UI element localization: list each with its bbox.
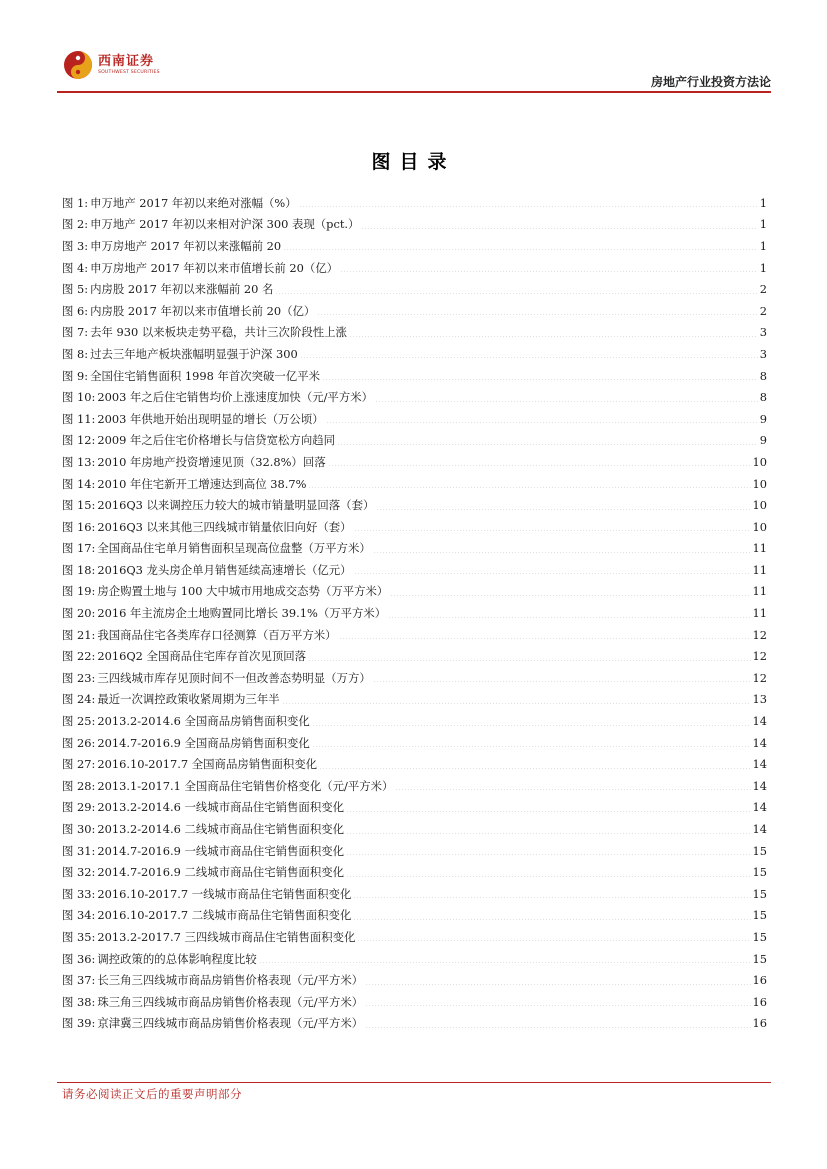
toc-figure-caption[interactable]: 2013.2-2014.6 一线城市商品住宅销售面积变化 [97,800,344,815]
toc-figure-number: 图 39: [62,1016,96,1031]
toc-figure-number: 图 35: [62,929,96,944]
toc-dot-leader [299,206,758,207]
toc-dot-leader [354,530,751,531]
toc-page-number[interactable]: 15 [752,929,767,944]
toc-entry[interactable] [62,386,767,408]
toc-entry[interactable] [62,538,767,560]
toc-figure-number: 图 12: [62,433,96,448]
toc-figure-number: 图 17: [62,541,96,556]
toc-page-number[interactable]: 11 [752,541,767,556]
toc-entry[interactable] [62,840,767,862]
toc-figure-caption[interactable]: 2016Q3 以来其他三四线城市销量依旧向好（套） [97,519,352,534]
header-divider [57,91,771,93]
toc-dot-leader [373,552,751,553]
toc-entry[interactable] [62,300,767,322]
toc-figure-caption[interactable]: 2016 年主流房企土地购置同比增长 39.1%（万平方米） [97,606,387,621]
toc-dot-leader [375,401,758,402]
page-header [57,44,771,92]
toc-figure-caption[interactable]: 2016.10-2017.7 全国商品房销售面积变化 [97,757,318,772]
toc-page-number[interactable]: 14 [752,714,767,729]
toc-entry[interactable] [62,905,767,927]
toc-entry[interactable] [62,451,767,473]
toc-page-number[interactable]: 16 [752,973,767,988]
toc-entry[interactable] [62,991,767,1013]
toc-dot-leader [357,940,750,941]
toc-figure-number: 图 19: [62,584,96,599]
toc-figure-caption[interactable]: 2003 年之后住宅销售均价上涨速度加快（元/平方米） [97,390,373,405]
toc-figure-number: 图 22: [62,649,96,664]
toc-dot-leader [312,746,751,747]
toc-dot-leader [282,703,751,704]
toc-entry[interactable] [62,948,767,970]
toc-dot-leader [317,314,757,315]
toc-page-number[interactable]: 15 [752,908,767,923]
footer-disclaimer: 请务必阅读正文后的重要声明部分 [62,1087,242,1101]
toc-entry[interactable] [62,365,767,387]
toc-entry[interactable] [62,192,767,214]
toc-page-number[interactable]: 14 [752,757,767,772]
toc-page-number[interactable]: 12 [752,627,767,642]
toc-figure-number: 图 33: [62,886,96,901]
footer-divider [57,1082,771,1083]
report-title: 房地产行业投资方法论 [650,75,771,89]
toc-page-number[interactable]: 16 [752,994,767,1009]
toc-entry[interactable] [62,753,767,775]
toc-figure-caption[interactable]: 长三角三四线城市商品房销售价格表现（元/平方米） [97,973,364,988]
toc-figure-number: 图 7: [62,325,89,340]
logo-english-name: SOUTHWEST SECURITIES [98,69,160,75]
toc-entry[interactable] [62,581,767,603]
toc-dot-leader [259,962,751,963]
toc-entry[interactable] [62,473,767,495]
toc-dot-leader [326,422,758,423]
toc-figure-number: 图 15: [62,498,96,513]
toc-entry[interactable] [62,322,767,344]
toc-entry[interactable] [62,235,767,257]
toc-dot-leader [346,876,751,877]
toc-entry[interactable] [62,732,767,754]
toc-figure-caption[interactable]: 申万地产 2017 年初以来绝对涨幅（%） [90,195,297,210]
toc-entry[interactable] [62,969,767,991]
toc-dot-leader [328,465,751,466]
toc-page-number[interactable]: 1 [759,217,767,232]
toc-figure-caption[interactable]: 2013.2-2014.6 全国商品房销售面积变化 [97,714,310,729]
toc-page-number[interactable]: 15 [752,886,767,901]
toc-dot-leader [346,854,751,855]
toc-dot-leader [388,617,750,618]
toc-figure-number: 图 2: [62,217,89,232]
toc-entry[interactable] [62,278,767,300]
toc-page-number[interactable]: 10 [752,454,767,469]
toc-dot-leader [308,660,750,661]
toc-figure-caption[interactable]: 三四线城市库存见顶时间不一但改善态势明显（万方） [97,670,371,685]
toc-figure-number: 图 36: [62,951,96,966]
toc-heading: 图目录 [371,151,456,173]
toc-page-number[interactable]: 11 [752,562,767,577]
toc-dot-leader [365,984,750,985]
toc-figure-caption[interactable]: 2016Q2 全国商品住宅库存首次见顶回落 [97,649,307,664]
toc-figure-caption[interactable]: 申万地产 2017 年初以来相对沪深 300 表现（pct.） [90,217,360,232]
toc-figure-caption[interactable]: 2009 年之后住宅价格增长与信贷宽松方向趋同 [97,433,335,448]
toc-figure-caption[interactable]: 2010 年住宅新开工增速达到高位 38.7% [97,476,307,491]
toc-figure-caption[interactable]: 2016.10-2017.7 二线城市商品住宅销售面积变化 [97,908,352,923]
toc-figure-number: 图 23: [62,670,96,685]
toc-figure-number: 图 6: [62,303,89,318]
toc-figure-number: 图 34: [62,908,96,923]
toc-entry[interactable] [62,883,767,905]
toc-dot-leader [390,595,750,596]
toc-figure-caption[interactable]: 我国商品住宅各类库存口径测算（百万平方米） [97,627,337,642]
toc-figure-number: 图 20: [62,606,96,621]
toc-figure-number: 图 5: [62,282,89,297]
toc-figure-number: 图 25: [62,714,96,729]
toc-figure-caption[interactable]: 调控政策的的总体影响程度比较 [97,951,257,966]
toc-entry[interactable] [62,775,767,797]
toc-figure-caption[interactable]: 过去三年地产板块涨幅明显强于沪深 300 [90,346,298,361]
logo-chinese-name: 西南证券 [98,53,155,69]
toc-figure-caption[interactable]: 内房股 2017 年初以来涨幅前 20 名 [90,282,274,297]
toc-page-number[interactable]: 12 [752,670,767,685]
toc-figure-caption[interactable]: 全国商品住宅单月销售面积呈现高位盘整（万平方米） [97,541,371,556]
toc-entry[interactable] [62,689,767,711]
toc-figure-number: 图 21: [62,627,96,642]
toc-entry[interactable] [62,667,767,689]
toc-dot-leader [300,357,758,358]
toc-dot-leader [346,833,751,834]
toc-dot-leader [373,681,751,682]
toc-figure-number: 图 1: [62,195,89,210]
toc-figure-number: 图 16: [62,519,96,534]
toc-figure-caption[interactable]: 2003 年供地开始出现明显的增长（万公顷） [97,411,324,426]
toc-figure-number: 图 37: [62,973,96,988]
toc-entry[interactable] [62,343,767,365]
toc-figure-number: 图 8: [62,346,89,361]
toc-figure-caption[interactable]: 2010 年房地产投资增速见顶（32.8%）回落 [97,454,326,469]
figure-toc-list [62,192,767,1034]
toc-page-number[interactable]: 1 [759,195,767,210]
toc-page-number[interactable]: 15 [752,843,767,858]
toc-dot-leader [312,725,751,726]
toc-page-number[interactable]: 10 [752,498,767,513]
toc-figure-caption[interactable]: 内房股 2017 年初以来市值增长前 20（亿） [90,303,316,318]
toc-page-number[interactable]: 9 [759,433,767,448]
toc-page-number[interactable]: 9 [759,411,767,426]
toc-page-number[interactable]: 15 [752,951,767,966]
toc-figure-caption[interactable]: 2013.2-2014.6 二线城市商品住宅销售面积变化 [97,822,344,837]
toc-dot-leader [354,573,751,574]
toc-figure-number: 图 24: [62,692,96,707]
toc-figure-caption[interactable]: 2013.2-2017.7 三四线城市商品住宅销售面积变化 [97,929,356,944]
toc-figure-caption[interactable]: 全国住宅销售面积 1998 年首次突破一亿平米 [90,368,320,383]
toc-entry[interactable] [62,818,767,840]
toc-figure-caption[interactable]: 申万房地产 2017 年初以来涨幅前 20 [90,238,282,253]
toc-figure-number: 图 26: [62,735,96,750]
toc-figure-number: 图 10: [62,390,96,405]
toc-figure-caption[interactable]: 珠三角三四线城市商品房销售价格表现（元/平方米） [97,994,364,1009]
toc-page-number[interactable]: 11 [752,584,767,599]
toc-figure-number: 图 31: [62,843,96,858]
toc-page-number[interactable]: 2 [759,303,767,318]
toc-dot-leader [275,293,757,294]
toc-dot-leader [395,789,750,790]
toc-dot-leader [339,638,751,639]
toc-page-number[interactable]: 10 [752,519,767,534]
toc-dot-leader [340,271,758,272]
toc-figure-number: 图 28: [62,778,96,793]
toc-figure-number: 图 11: [62,411,96,426]
toc-dot-leader [376,509,750,510]
toc-figure-caption[interactable]: 去年 930 以来板块走势平稳，共计三次阶段性上涨 [90,325,347,340]
toc-entry[interactable] [62,1013,767,1035]
toc-dot-leader [365,1027,750,1028]
toc-dot-leader [353,919,750,920]
toc-page-number[interactable]: 3 [759,325,767,340]
toc-page-number[interactable]: 15 [752,865,767,880]
toc-entry[interactable] [62,214,767,236]
toc-page-number[interactable]: 14 [752,778,767,793]
toc-figure-caption[interactable]: 2014.7-2016.9 一线城市商品住宅销售面积变化 [97,843,344,858]
toc-page-number[interactable]: 14 [752,822,767,837]
toc-figure-caption[interactable]: 2016Q3 以来调控压力较大的城市销量明显回落（套） [97,498,375,513]
toc-entry[interactable] [62,861,767,883]
toc-page-number[interactable]: 14 [752,800,767,815]
toc-page-number[interactable]: 1 [759,260,767,275]
toc-entry[interactable] [62,645,767,667]
company-logo [63,50,160,80]
toc-figure-number: 图 29: [62,800,96,815]
southwest-securities-logo-icon [63,50,93,80]
toc-entry[interactable] [62,797,767,819]
toc-figure-caption[interactable]: 申万房地产 2017 年初以来市值增长前 20（亿） [90,260,339,275]
toc-page-number[interactable]: 10 [752,476,767,491]
toc-page-number[interactable]: 8 [759,390,767,405]
toc-dot-leader [319,768,750,769]
toc-figure-number: 图 14: [62,476,96,491]
toc-entry[interactable] [62,602,767,624]
toc-dot-leader [365,1005,750,1006]
toc-figure-number: 图 4: [62,260,89,275]
toc-page-number[interactable]: 14 [752,735,767,750]
toc-dot-leader [322,379,758,380]
toc-figure-caption[interactable]: 房企购置土地与 100 大中城市用地成交态势（万平方米） [97,584,389,599]
toc-dot-leader [361,228,757,229]
toc-figure-caption[interactable]: 最近一次调控政策收紧周期为三年半 [97,692,280,707]
toc-entry[interactable] [62,624,767,646]
toc-entry[interactable] [62,710,767,732]
toc-page-number[interactable]: 12 [752,649,767,664]
toc-dot-leader [349,336,758,337]
toc-dot-leader [346,811,751,812]
toc-page-number[interactable]: 16 [752,1016,767,1031]
toc-figure-caption[interactable]: 2014.7-2016.9 全国商品房销售面积变化 [97,735,310,750]
toc-entry[interactable] [62,430,767,452]
toc-figure-caption[interactable]: 京津冀三四线城市商品房销售价格表现（元/平方米） [97,1016,364,1031]
toc-entry[interactable] [62,494,767,516]
toc-page-number[interactable]: 13 [752,692,767,707]
toc-page-number[interactable]: 8 [759,368,767,383]
toc-figure-number: 图 3: [62,238,89,253]
toc-figure-caption[interactable]: 2014.7-2016.9 二线城市商品住宅销售面积变化 [97,865,344,880]
toc-figure-caption[interactable]: 2016.10-2017.7 一线城市商品住宅销售面积变化 [97,886,352,901]
toc-figure-number: 图 9: [62,368,89,383]
toc-page-number[interactable]: 3 [759,346,767,361]
toc-page-number[interactable]: 2 [759,282,767,297]
toc-entry[interactable] [62,257,767,279]
toc-dot-leader [353,897,750,898]
toc-figure-number: 图 18: [62,562,96,577]
toc-dot-leader [308,487,750,488]
toc-figure-number: 图 27: [62,757,96,772]
toc-figure-number: 图 38: [62,994,96,1009]
toc-entry[interactable] [62,516,767,538]
toc-entry[interactable] [62,408,767,430]
toc-entry[interactable] [62,926,767,948]
toc-figure-number: 图 13: [62,454,96,469]
toc-figure-number: 图 32: [62,865,96,880]
toc-page-number[interactable]: 11 [752,606,767,621]
toc-dot-leader [283,249,758,250]
toc-figure-caption[interactable]: 2016Q3 龙头房企单月销售延续高速增长（亿元） [97,562,352,577]
toc-figure-number: 图 30: [62,822,96,837]
toc-page-number[interactable]: 1 [759,238,767,253]
toc-figure-caption[interactable]: 2013.1-2017.1 全国商品住宅销售价格变化（元/平方米） [97,778,394,793]
toc-dot-leader [337,444,758,445]
toc-entry[interactable] [62,559,767,581]
